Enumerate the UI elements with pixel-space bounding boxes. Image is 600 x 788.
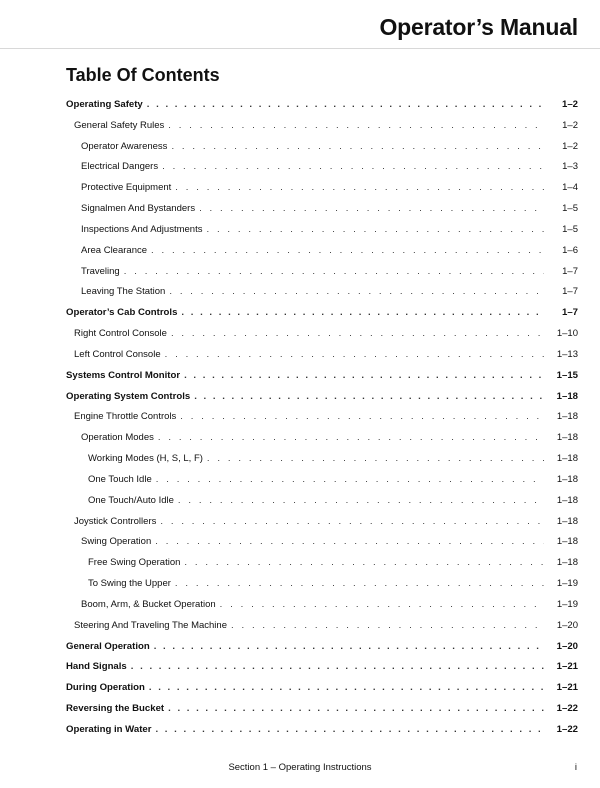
toc-dot-leader: [131, 657, 544, 678]
toc-entry[interactable]: [66, 449, 578, 470]
toc-dot-leader: [147, 95, 544, 116]
toc-entry[interactable]: [66, 116, 578, 137]
toc-entry-page: 1–18: [556, 390, 578, 402]
toc-entry-label: Electrical Dangers: [81, 161, 159, 173]
toc-dot-leader: [178, 491, 544, 512]
toc-entry-label: Boom, Arm, & Bucket Operation: [81, 598, 216, 610]
manual-title: Operator’s Manual: [379, 14, 578, 40]
toc-entry[interactable]: [66, 387, 578, 408]
toc-heading: Table Of Contents: [66, 65, 220, 85]
toc-entry-page: 1–20: [556, 619, 578, 631]
toc-dot-leader: [165, 345, 544, 366]
toc-entry-label: Inspections And Adjustments: [81, 223, 203, 235]
toc-dot-leader: [169, 282, 544, 303]
toc-entry-label: Joystick Controllers: [74, 515, 157, 527]
toc-entry-label: To Swing the Upper: [88, 578, 171, 590]
toc-entry[interactable]: [66, 428, 578, 449]
toc-dot-leader: [124, 262, 544, 283]
toc-entry-page: 1–5: [562, 203, 578, 215]
toc-entry-label: Operation Modes: [81, 432, 154, 444]
toc-entry-page: 1–15: [556, 369, 578, 381]
toc-entry[interactable]: [66, 303, 578, 324]
toc-entry-label: Left Control Console: [74, 348, 161, 360]
table-of-contents: [66, 95, 578, 741]
toc-entry-label: Operating Safety: [66, 99, 143, 110]
toc-entry-label: Operating in Water: [66, 723, 152, 735]
toc-entry-page: 1–2: [562, 119, 578, 131]
toc-entry-label: One Touch Idle: [88, 473, 152, 485]
toc-entry-label: Operator’s Cab Controls: [66, 307, 178, 319]
toc-dot-leader: [184, 553, 544, 574]
toc-dot-leader: [181, 303, 544, 324]
toc-dot-leader: [220, 595, 544, 616]
toc-entry-page: 1–18: [556, 557, 578, 569]
toc-entry-page: 1–7: [562, 265, 578, 277]
toc-entry-label: Systems Control Monitor: [66, 369, 181, 381]
toc-dot-leader: [160, 512, 544, 533]
toc-entry-page: 1–2: [561, 99, 578, 110]
toc-dot-leader: [151, 241, 544, 262]
toc-dot-leader: [155, 532, 544, 553]
toc-entry[interactable]: [66, 262, 578, 283]
toc-entry-label: Operator Awareness: [81, 140, 168, 152]
toc-entry-label: Area Clearance: [81, 244, 148, 256]
toc-entry[interactable]: [66, 678, 578, 699]
toc-entry[interactable]: [66, 616, 578, 637]
toc-dot-leader: [194, 387, 544, 408]
toc-entry-label: Protective Equipment: [81, 182, 172, 194]
toc-entry[interactable]: [66, 220, 578, 241]
toc-entry-label: Reversing the Bucket: [66, 703, 165, 715]
toc-entry-label: Operating System Controls: [66, 390, 191, 402]
toc-entry-page: 1–4: [562, 182, 578, 194]
toc-entry-label: Working Modes (H, S, L, F): [88, 453, 203, 465]
toc-entry[interactable]: [66, 491, 578, 512]
toc-dot-leader: [149, 678, 544, 699]
toc-entry-label: Signalmen And Bystanders: [81, 203, 196, 215]
toc-entry-label: Right Control Console: [74, 328, 167, 340]
toc-entry[interactable]: [66, 345, 578, 366]
toc-dot-leader: [171, 137, 544, 158]
header-divider: [0, 48, 600, 49]
toc-entry[interactable]: [66, 199, 578, 220]
toc-entry-label: Steering And Traveling The Machine: [74, 619, 227, 631]
toc-entry[interactable]: [66, 157, 578, 178]
toc-entry[interactable]: [66, 720, 578, 741]
toc-entry-page: 1–21: [556, 682, 578, 694]
toc-entry-label: Engine Throttle Controls: [74, 411, 177, 423]
toc-dot-leader: [207, 449, 544, 470]
toc-dot-leader: [180, 407, 544, 428]
toc-entry-page: 1–21: [556, 661, 578, 673]
toc-entry-label: Leaving The Station: [81, 286, 166, 298]
toc-entry-page: 1–20: [556, 640, 578, 652]
toc-entry[interactable]: [66, 657, 578, 678]
toc-entry[interactable]: [66, 699, 578, 720]
toc-dot-leader: [175, 178, 544, 199]
toc-entry[interactable]: [66, 407, 578, 428]
toc-dot-leader: [175, 574, 544, 595]
toc-dot-leader: [154, 637, 544, 658]
toc-entry[interactable]: [66, 470, 578, 491]
toc-entry-page: 1–7: [561, 307, 578, 319]
toc-dot-leader: [206, 220, 544, 241]
toc-entry-label: Swing Operation: [81, 536, 152, 548]
toc-entry-page: 1–18: [556, 515, 578, 527]
toc-entry-page: 1–22: [556, 723, 578, 735]
toc-dot-leader: [155, 720, 544, 741]
toc-entry-label: Traveling: [81, 265, 120, 277]
toc-entry[interactable]: [66, 532, 578, 553]
toc-dot-leader: [231, 616, 544, 637]
toc-dot-leader: [184, 366, 544, 387]
toc-dot-leader: [158, 428, 544, 449]
toc-entry-page: 1–2: [562, 140, 578, 152]
toc-entry-page: 1–7: [562, 286, 578, 298]
toc-dot-leader: [162, 157, 544, 178]
footer-page-number: i: [574, 762, 577, 773]
toc-entry[interactable]: [66, 553, 578, 574]
toc-entry-label: Free Swing Operation: [88, 557, 181, 569]
toc-entry-page: 1–18: [556, 473, 578, 485]
toc-entry-page: 1–10: [556, 328, 578, 340]
toc-entry-label: General Operation: [66, 640, 150, 652]
toc-entry-page: 1–6: [562, 244, 578, 256]
toc-entry-label: Hand Signals: [66, 661, 127, 673]
toc-entry[interactable]: [66, 137, 578, 158]
toc-dot-leader: [168, 116, 544, 137]
toc-dot-leader: [199, 199, 544, 220]
toc-dot-leader: [171, 324, 544, 345]
toc-entry-page: 1–22: [556, 703, 578, 715]
toc-dot-leader: [156, 470, 544, 491]
toc-entry-label: General Safety Rules: [74, 119, 165, 131]
toc-entry-page: 1–3: [562, 161, 578, 173]
toc-entry[interactable]: [66, 282, 578, 303]
toc-entry[interactable]: [66, 595, 578, 616]
toc-entry-page: 1–18: [556, 432, 578, 444]
toc-entry-page: 1–13: [556, 348, 578, 360]
toc-entry-page: 1–5: [562, 223, 578, 235]
footer-section-title: Section 1 – Operating Instructions: [228, 762, 372, 773]
toc-entry[interactable]: [66, 324, 578, 345]
toc-entry-page: 1–19: [556, 578, 578, 590]
toc-entry-label: During Operation: [66, 682, 145, 694]
toc-entry-page: 1–19: [556, 598, 578, 610]
toc-entry[interactable]: [66, 512, 578, 533]
toc-entry[interactable]: [66, 241, 578, 262]
toc-entry-page: 1–18: [556, 453, 578, 465]
toc-entry[interactable]: [66, 574, 578, 595]
toc-entry-label: One Touch/Auto Idle: [88, 494, 174, 506]
toc-dot-leader: [168, 699, 544, 720]
toc-entry[interactable]: [66, 178, 578, 199]
toc-entry-page: 1–18: [556, 411, 578, 423]
toc-entry[interactable]: [66, 95, 578, 116]
toc-entry[interactable]: [66, 366, 578, 387]
toc-entry-page: 1–18: [556, 536, 578, 548]
toc-entry[interactable]: [66, 637, 578, 658]
toc-entry-page: 1–18: [556, 494, 578, 506]
